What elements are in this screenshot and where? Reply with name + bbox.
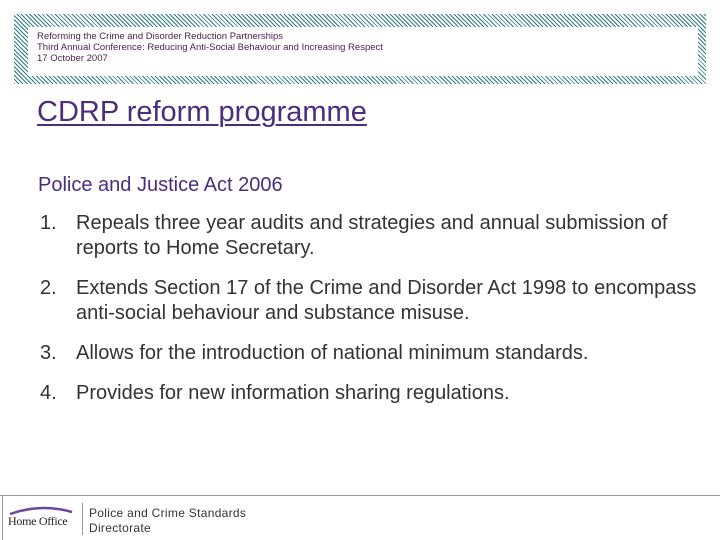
home-office-logo xyxy=(8,505,74,531)
item-text: Provides for new information sharing regulations. xyxy=(76,382,510,404)
item-text: Extends Section 17 of the Crime and Disorder Act 1998 to encompass anti-social behaviour and substance misuse. xyxy=(76,277,697,324)
header-line: Third Annual Conference: Reducing Anti-Social Behaviour and Increasing Respect xyxy=(37,42,383,53)
item-number: 1. xyxy=(40,212,57,234)
directorate-line: Directorate xyxy=(89,521,151,535)
header-line: Reforming the Crime and Disorder Reduction Partnerships xyxy=(37,31,284,42)
conference-header xyxy=(37,31,383,64)
header-line: 17 October 2007 xyxy=(37,53,108,64)
item-text: Repeals three year audits and strategies and annual submission of reports to Home Secretary. xyxy=(76,212,668,259)
list-item xyxy=(40,276,700,326)
slide-title: CDRP reform programme xyxy=(37,96,367,128)
item-number: 3. xyxy=(40,342,57,364)
item-number: 4. xyxy=(40,382,57,404)
logo-text: Home Office xyxy=(8,514,68,528)
list-item xyxy=(40,211,700,261)
footer-separator xyxy=(82,503,83,535)
list-item xyxy=(40,341,700,366)
numbered-list xyxy=(40,211,700,421)
item-text: Allows for the introduction of national minimum standards. xyxy=(76,342,589,364)
footer-border xyxy=(2,495,3,540)
list-item xyxy=(40,381,700,406)
directorate-name xyxy=(89,506,246,536)
slide-subtitle: Police and Justice Act 2006 xyxy=(38,174,283,196)
directorate-line: Police and Crime Standards xyxy=(89,506,247,520)
item-number: 2. xyxy=(40,277,57,299)
footer-divider xyxy=(0,495,720,496)
